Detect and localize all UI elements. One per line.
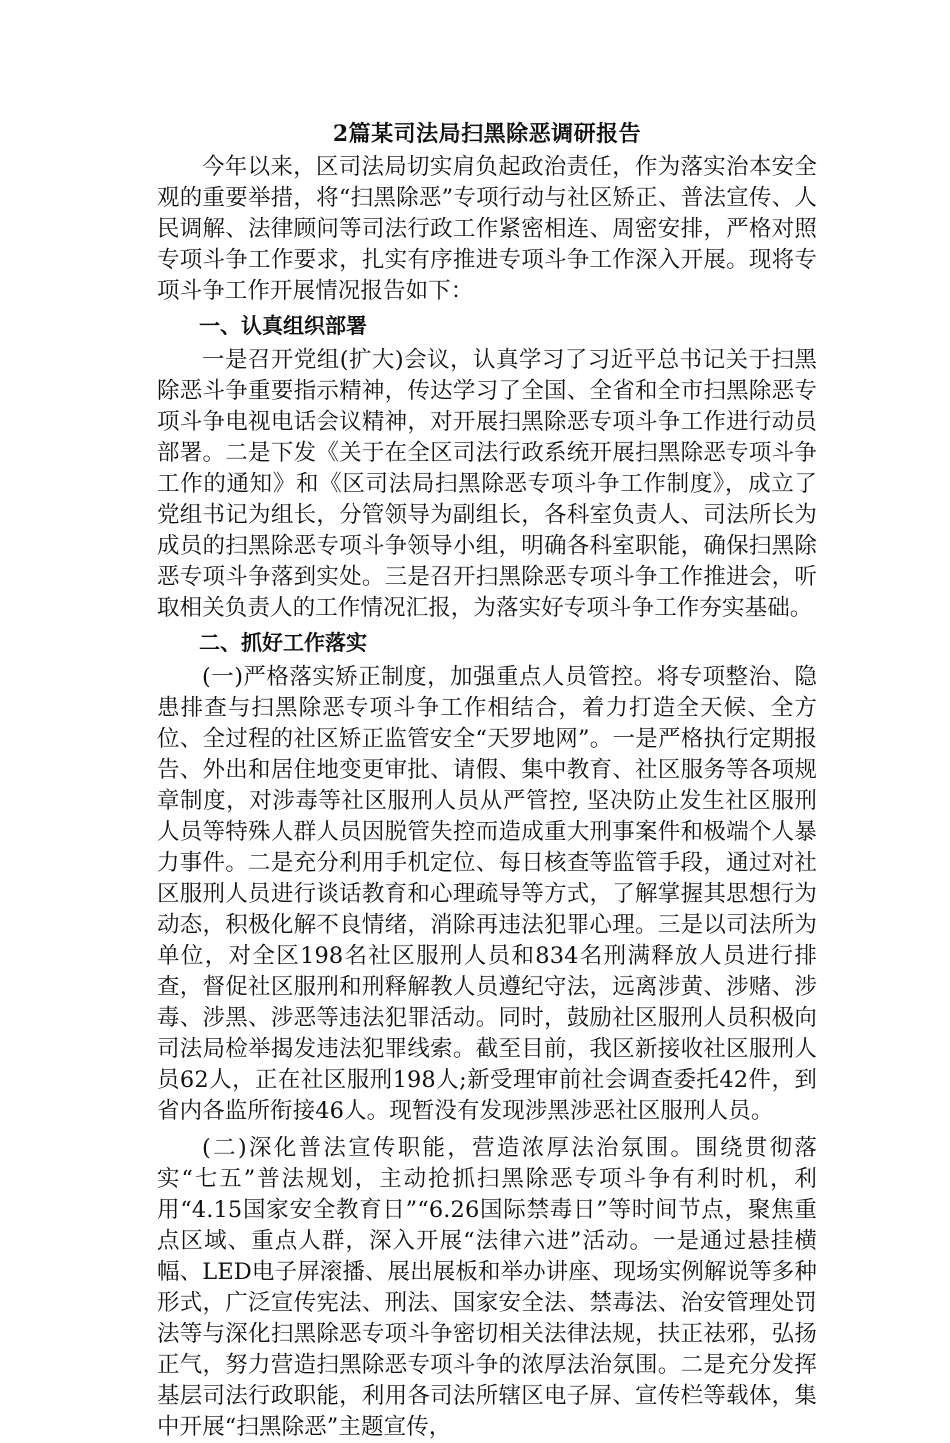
document-title: 2篇某司法局扫黑除恶调研报告 bbox=[332, 121, 642, 147]
section-1-paragraph: 一是召开党组(扩大)会议，认真学习了习近平总书记关于扫黑除恶斗争重要指示精神，传达学习了全国、全省和全市扫黑除恶专项斗争电视电话会议精神，对开展扫黑除恶专项斗争工作进行动员部署。二是下发《关于在全区司法行政系统开展扫黑除恶专项斗争工作的通知》和《区司法局扫黑除恶专项斗争工作制度》，成立了党组书记为组长，分管领导为副组长，各科室负责人、司法所长为成员的扫黑除恶专项斗争领导小组，明确各科室职能，确保扫黑除恶专项斗争落到实处。三是召开扫黑除恶专项斗争工作推进会，听取相关负责人的工作情况汇报，为落实好专项斗争工作夯实基础。 bbox=[157, 347, 817, 621]
intro-paragraph: 今年以来，区司法局切实肩负起政治责任，作为落实治本安全观的重要举措，将“扫黑除恶”专项行动与社区矫正、普法宣传、人民调解、法律顾问等司法行政工作紧密相连、周密安排，严格对照专项斗争工作要求，扎实有序推进专项斗争工作深入开展。现将专项斗争工作开展情况报告如下： bbox=[157, 154, 817, 304]
section-2-paragraph-2: (二)深化普法宣传职能，营造浓厚法治氛围。围绕贯彻落实“七五”普法规划，主动抢抓扫黑除恶专项斗争有利时机，利用“4.15国家安全教育日”“6.26国际禁毒日”等时间节点，聚焦重点区域、重点人群，深入开展“法律六进”活动。一是通过悬挂横幅、LED电子屏滚播、展出展板和举办讲座、现场实例解说等多种形式，广泛宣传宪法、刑法、国家安全法、禁毒法、治安管理处罚法等与深化扫黑除恶专项斗争密切相关法律法规，扶正祛邪，弘扬正气，努力营造扫黑除恶专项斗争的浓厚法治氛围。二是充分发挥基层司法行政职能，利用各司法所辖区电子屏、宣传栏等载体，集中开展“扫黑除恶”主题宣传， bbox=[157, 1135, 817, 1440]
section-heading-2: 二、抓好工作落实 bbox=[199, 631, 367, 655]
document-page bbox=[157, 118, 817, 1443]
section-heading-1: 一、认真组织部署 bbox=[199, 314, 367, 338]
section-2-paragraph-1: (一)严格落实矫正制度，加强重点人员管控。将专项整治、隐患排查与扫黑除恶专项斗争工作相结合，着力打造全天候、全方位、全过程的社区矫正监管安全“天罗地网”。一是严格执行定期报告、外出和居住地变更审批、请假、集中教育、社区服务等各项规章制度，对涉毒等社区服刑人员从严管控, 坚决防止发生社区服刑人员等特殊人群人员因脱管失控而造成重大刑事案件和极端个人暴力事件。二是充分利用手机定位、每日核查等监管手段，通过对社区服刑人员进行谈话教育和心理疏导等方式，了解掌握其思想行为动态，积极化解不良情绪，消除再违法犯罪心理。三是以司法所为单位，对全区198名社区服刑人员和834名刑满释放人员进行排查，督促社区服刑和刑释解教人员遵纪守法，远离涉黄、涉赌、涉毒、涉黑、涉恶等违法犯罪活动。同时，鼓励社区服刑人员积极向司法局检举揭发违法犯罪线索。截至目前，我区新接收社区服刑人员62人，正在社区服刑198人;新受理审前社会调查委托42件，到省内各监所衔接46人。现暂没有发现涉黑涉恶社区服刑人员。 bbox=[157, 664, 817, 1124]
